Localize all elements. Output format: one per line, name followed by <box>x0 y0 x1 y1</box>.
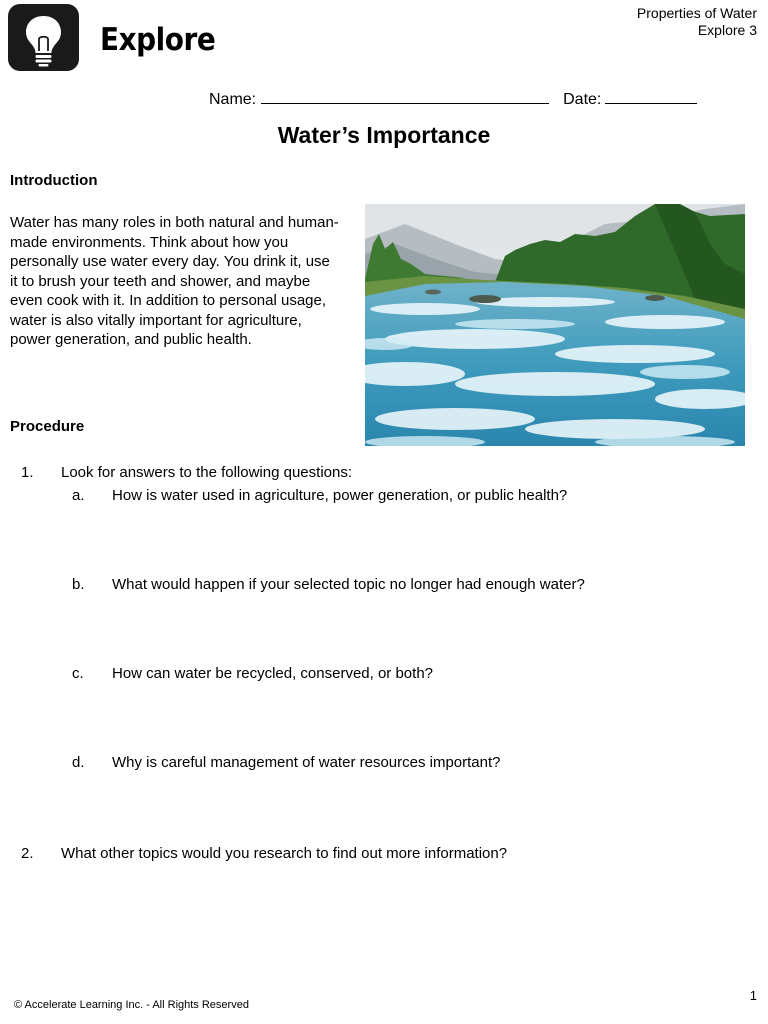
name-blank-line[interactable] <box>261 89 549 104</box>
question-text: Why is careful management of water resources important? <box>112 754 501 771</box>
lesson-name: Explore 3 <box>697 22 757 38</box>
section-label: Explore <box>100 22 216 58</box>
question-b <box>0 576 768 596</box>
item-number: 1. <box>21 464 34 481</box>
date-label: Date: <box>563 91 602 108</box>
question-text: How can water be recycled, conserved, or both? <box>112 665 433 682</box>
item-number: 2. <box>21 845 34 862</box>
introduction-text: Water has many roles in both natural and human-made environments. Think about how you personally use water every day. You drink it, use it to brush your teeth and shower, and maybe even cook with it. In addition to personal usage, water is also vitally important for agriculture, power generation, and public health. <box>10 214 339 348</box>
item-text: What other topics would you research to find out more information? <box>61 845 508 862</box>
question-letter: c. <box>72 665 84 682</box>
date-blank-line[interactable] <box>605 89 697 104</box>
course-name: Properties of Water <box>636 5 757 21</box>
question-letter: d. <box>72 754 85 771</box>
page-number: 1 <box>749 988 757 1003</box>
question-text: What would happen if your selected topic no longer had enough water? <box>112 576 585 593</box>
copyright-footer: © Accelerate Learning Inc. - All Rights Reserved <box>14 999 249 1011</box>
question-d <box>0 754 768 774</box>
question-letter: a. <box>72 487 85 504</box>
page-title: Water’s Importance <box>277 122 491 148</box>
name-label: Name: <box>209 91 257 108</box>
question-letter: b. <box>72 576 85 593</box>
item-text: Look for answers to the following questions: <box>61 464 352 481</box>
introduction-heading: Introduction <box>10 172 98 189</box>
course-info <box>637 5 757 39</box>
question-c <box>0 665 768 685</box>
question-text: How is water used in agriculture, power generation, or public health? <box>112 487 568 504</box>
rushing-river-photo <box>365 204 745 446</box>
question-a <box>0 487 768 507</box>
name-date-line <box>209 89 697 109</box>
lightbulb-icon <box>8 4 79 71</box>
procedure-item-1 <box>0 464 768 484</box>
procedure-heading: Procedure <box>10 418 85 435</box>
procedure-item-2 <box>0 845 768 865</box>
explore-logo <box>8 4 79 71</box>
